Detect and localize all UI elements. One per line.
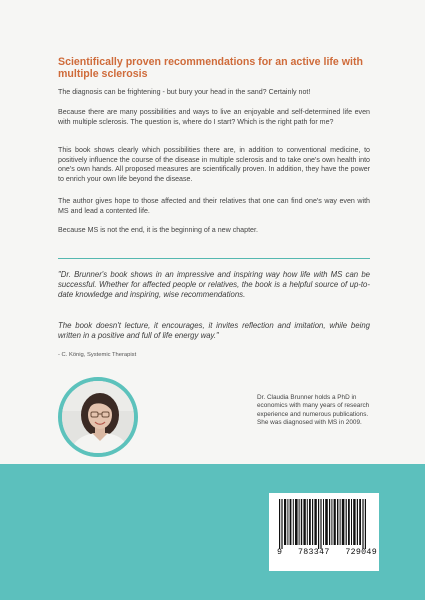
testimonial-quote-2: The book doesn't lecture, it encourages, it invites reflection and imitation, while being written in a positive and full of life energy way." [58,321,370,340]
quote-attribution: - C. König, Systemic Therapist [58,352,137,358]
headline: Scientifically proven recommendations for an active life with multiple sclerosis [58,56,363,80]
author-portrait-image [62,381,134,453]
author-photo [58,377,138,457]
paragraph-2: Because there are many possibilities and ways to live an enjoyable and self-determined life even with multiple sclerosis. The question is, where do I start? Which is the right path for me? [58,108,370,126]
testimonial-quote-1: "Dr. Brunner's book shows in an impressive and inspiring way how life with MS can be successful. Whether for affected people or relatives, the book is a helpful source of up-to-date knowledge and inspiring, wise recommendations. [58,270,370,299]
isbn-first-digit: 9 [277,548,283,557]
barcode-bars [269,493,379,551]
isbn-left-group: 783347 [297,548,330,557]
isbn-right-group: 729049 [345,548,377,557]
paragraph-5: Because MS is not the end, it is the beginning of a new chapter. [58,226,258,234]
author-bio-text: Dr. Claudia Brunner holds a PhD in economics with many years of research experience and numerous publications. [257,394,370,418]
author-diagnosis-text: She was diagnosed with MS in 2009. [257,419,362,427]
author-bio [257,394,373,428]
section-divider [58,258,370,259]
isbn-number [277,548,377,557]
paragraph-3: This book shows clearly which possibilities there are, in addition to conventional medicine, to positively influence the course of the disease in multiple sclerosis and to take one's own health into one's own hands. All proposed measures are scientifically proven. In addition, they have the power to enrich your own life beyond the disease. [58,146,370,183]
isbn-barcode [269,493,379,571]
paragraph-1: The diagnosis can be frightening - but bury your head in the sand? Certainly not! [58,88,311,96]
paragraph-4: The author gives hope to those affected and their relatives that one can find one's way even with MS and lead a contented life. [58,197,370,215]
